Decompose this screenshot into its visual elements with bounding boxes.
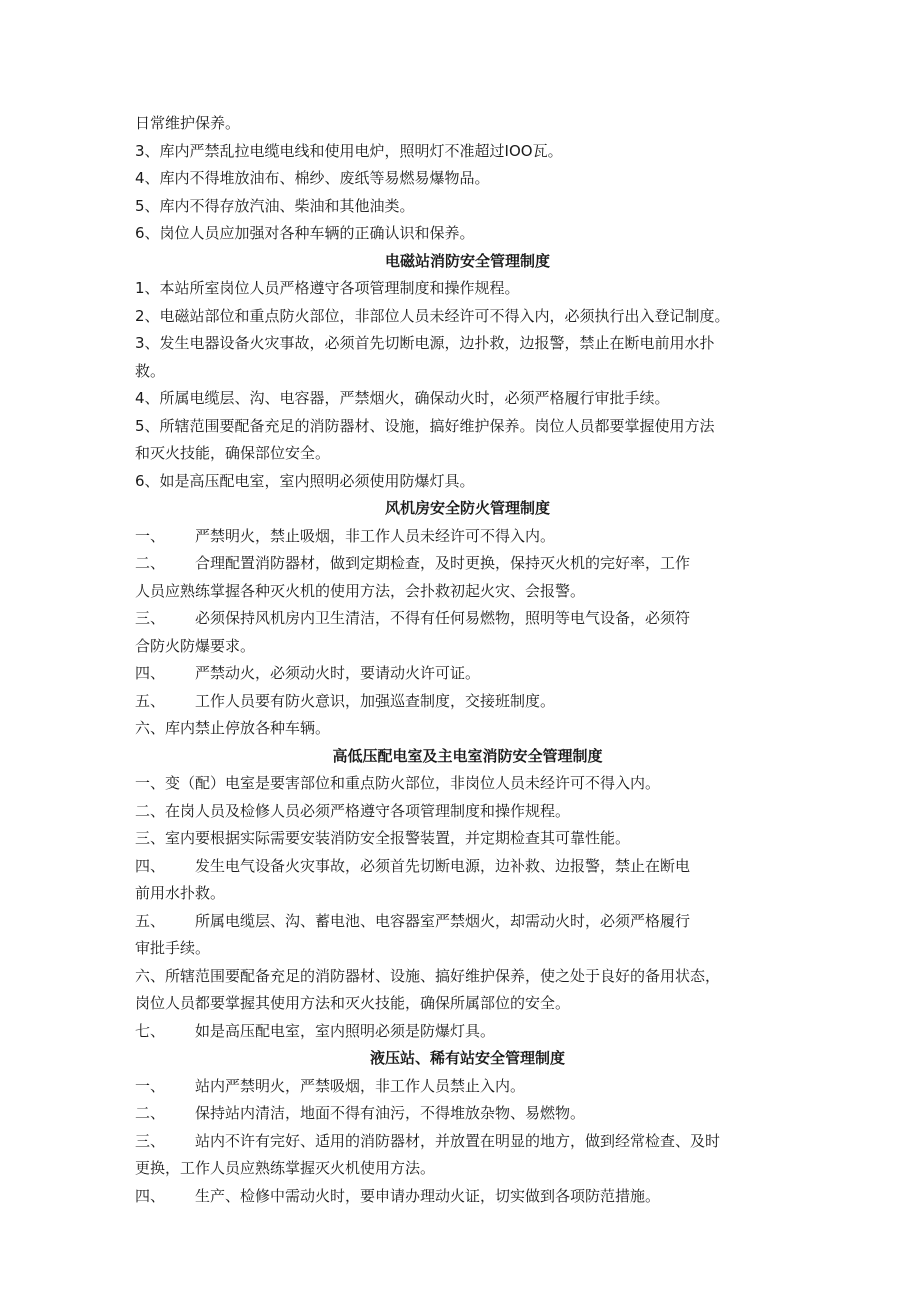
rule-item-continuation: 救。 bbox=[135, 361, 166, 380]
rule-item: 三、室内要根据实际需要安装消防安全报警装置，并定期检查其可靠性能。 bbox=[135, 829, 631, 847]
item-number: 七、 bbox=[135, 1021, 166, 1040]
item-number: 三、 bbox=[135, 1131, 166, 1150]
rule-item: 6、如是高压配电室，室内照明必须使用防爆灯具。 bbox=[135, 471, 475, 490]
rule-item-continuation: 审批手续。 bbox=[135, 939, 211, 957]
item-text: 发生电气设备火灾事故，必须首先切断电源，边补救、边报警，禁止在断电 bbox=[195, 856, 691, 875]
item-text: 必须保持风机房内卫生清洁，不得有任何易燃物，照明等电气设备，必须符 bbox=[195, 609, 691, 627]
item-number: 四、 bbox=[135, 856, 166, 875]
rule-item bbox=[135, 1100, 800, 1128]
item-number: 三、 bbox=[135, 609, 166, 627]
document-page bbox=[135, 110, 800, 1210]
rule-item-continuation: 合防火防爆要求。 bbox=[135, 636, 256, 655]
rule-item-continuation: 岗位人员都要掌握其使用方法和灭火技能，确保所属部位的安全。 bbox=[135, 994, 571, 1012]
rule-item: 二、在岗人员及检修人员必须严格遵守各项管理制度和操作规程。 bbox=[135, 801, 571, 820]
rule-item: 4、所属电缆层、沟、电容器，严禁烟火，确保动火时，必须严格履行审批手续。 bbox=[135, 389, 670, 407]
item-text: 严禁明火，禁止吸烟，非工作人员未经许可不得入内。 bbox=[195, 526, 556, 545]
item-number: 二、 bbox=[135, 1104, 166, 1122]
section-heading: 电磁站消防安全管理制度 bbox=[384, 251, 550, 270]
rule-item bbox=[135, 688, 800, 716]
item-text: 如是高压配电室，室内照明必须是防爆灯具。 bbox=[195, 1021, 496, 1040]
rule-item-continuation: 更换，工作人员应熟练掌握灭火机使用方法。 bbox=[135, 1159, 436, 1177]
item-number: 四、 bbox=[135, 664, 166, 682]
rule-item bbox=[135, 1183, 800, 1211]
item-number: 五、 bbox=[135, 691, 166, 710]
rule-item: 4、库内不得堆放油布、棉纱、废纸等易燃易爆物品。 bbox=[135, 169, 490, 187]
rule-item bbox=[135, 1128, 800, 1156]
item-number: 一、 bbox=[135, 526, 166, 545]
paragraph-continuation: 日常维护保养。 bbox=[135, 114, 241, 132]
item-text: 站内不许有完好、适用的消防器材，并放置在明显的地方，做到经常检查、及时 bbox=[195, 1131, 721, 1150]
rule-item: 3、发生电器设备火灾事故，必须首先切断电源，边扑救，边报警，禁止在断电前用水扑 bbox=[135, 334, 715, 352]
item-number: 五、 bbox=[135, 911, 166, 930]
rule-item: 六、所辖范围要配备充足的消防器材、设施、搞好维护保养，使之处于良好的备用状态， bbox=[135, 966, 721, 985]
section-heading: 风机房安全防火管理制度 bbox=[384, 499, 550, 517]
rule-item bbox=[135, 908, 800, 936]
rule-item bbox=[135, 1073, 800, 1101]
rule-item: 5、所辖范围要配备充足的消防器材、设施，搞好维护保养。岗位人员都要掌握使用方法 bbox=[135, 416, 715, 435]
rule-item bbox=[135, 660, 800, 688]
item-text: 工作人员要有防火意识，加强巡查制度，交接班制度。 bbox=[195, 691, 556, 710]
section-heading: 高低压配电室及主电室消防安全管理制度 bbox=[332, 746, 603, 765]
rule-item: 六、库内禁止停放各种车辆。 bbox=[135, 719, 331, 737]
item-text: 保持站内清洁，地面不得有油污，不得堆放杂物、易燃物。 bbox=[195, 1104, 586, 1122]
item-text: 合理配置消防器材，做到定期检查，及时更换，保持灭火机的完好率，工作 bbox=[195, 554, 691, 572]
rule-item: 6、岗位人员应加强对各种车辆的正确认识和保养。 bbox=[135, 224, 475, 242]
item-number: 一、 bbox=[135, 1076, 166, 1095]
rule-item bbox=[135, 853, 800, 881]
section-heading: 液压站、稀有站安全管理制度 bbox=[369, 1049, 565, 1067]
item-text: 所属电缆层、沟、蓄电池、电容器室严禁烟火，却需动火时，必须严格履行 bbox=[195, 911, 691, 930]
item-text: 生产、检修中需动火时，要申请办理动火证，切实做到各项防范措施。 bbox=[195, 1186, 661, 1205]
rule-item-continuation: 人员应熟练掌握各种灭火机的使用方法，会扑救初起火灾、会报警。 bbox=[135, 581, 586, 600]
item-text: 严禁动火，必须动火时，要请动火许可证。 bbox=[195, 664, 481, 682]
rule-item: 3、库内严禁乱拉电缆电线和使用电炉，照明灯不准超过IOO瓦。 bbox=[135, 141, 563, 160]
item-number: 四、 bbox=[135, 1186, 166, 1205]
rule-item-continuation: 前用水扑救。 bbox=[135, 884, 226, 902]
rule-item: 1、本站所室岗位人员严格遵守各项管理制度和操作规程。 bbox=[135, 279, 520, 297]
rule-item: 一、变（配）电室是要害部位和重点防火部位，非岗位人员未经许可不得入内。 bbox=[135, 774, 661, 792]
rule-item: 5、库内不得存放汽油、柴油和其他油类。 bbox=[135, 196, 415, 215]
rule-item bbox=[135, 523, 800, 551]
item-number: 二、 bbox=[135, 554, 166, 572]
item-text: 站内严禁明火，严禁吸烟，非工作人员禁止入内。 bbox=[195, 1076, 526, 1095]
rule-item-continuation: 和灭火技能，确保部位安全。 bbox=[135, 444, 331, 462]
rule-item bbox=[135, 550, 800, 578]
rule-item bbox=[135, 1018, 800, 1046]
rule-item bbox=[135, 605, 800, 633]
rule-item: 2、电磁站部位和重点防火部位，非部位人员未经许可不得入内，必须执行出入登记制度。 bbox=[135, 306, 730, 325]
